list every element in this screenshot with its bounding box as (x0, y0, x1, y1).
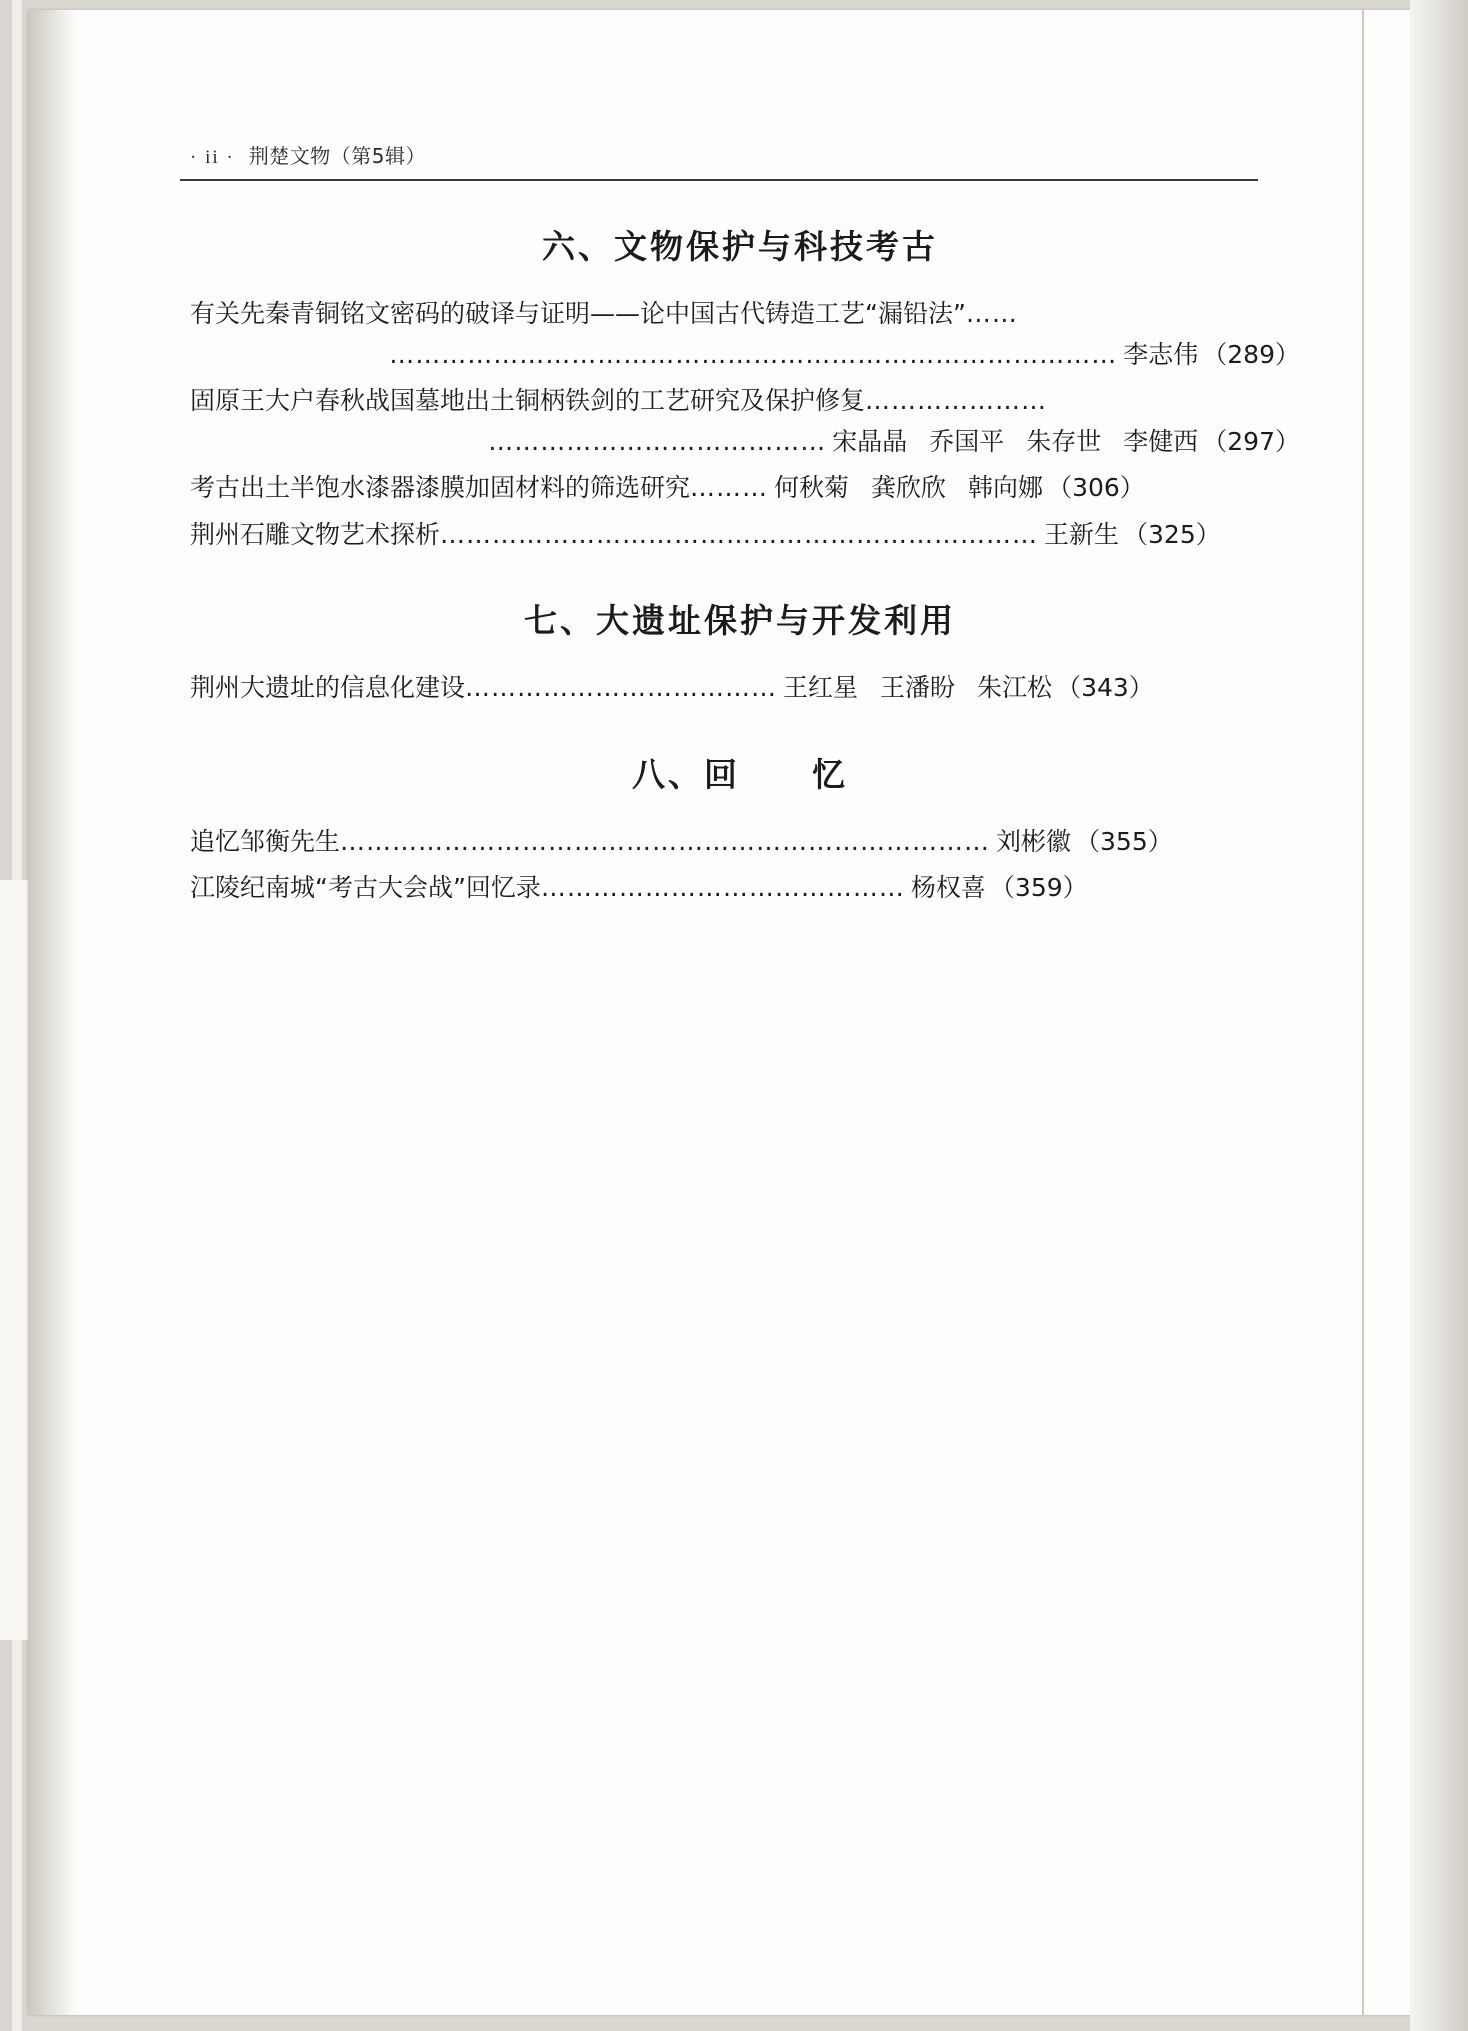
page-corner-fold (0, 880, 30, 1640)
toc-leader-dots-cont: ………………………………… (488, 426, 827, 456)
running-head (180, 140, 1300, 169)
toc-entry-title: 江陵纪南城“考古大会战”回忆录 (190, 873, 541, 902)
toc-entry-authors (832, 427, 1202, 456)
toc-entry-title: 固原王大户春秋战国墓地出土铜柄铁剑的工艺研究及保护修复 (190, 386, 866, 415)
toc-entry-author: 何秋菊 (774, 473, 850, 502)
toc-entry-author: 王潘盼 (880, 673, 956, 702)
toc-leader-dots-cont: ………………………………………………………………………… (389, 339, 1118, 369)
section-heading-8: 八、回 忆 (632, 754, 848, 794)
right-page-edge (1362, 10, 1364, 2015)
outer-edge-shadow (1410, 0, 1468, 2031)
toc-entry[interactable] (180, 381, 1300, 462)
toc-entry-title: 荆州石雕文物艺术探析 (190, 519, 441, 549)
toc-entry-authors (911, 873, 990, 902)
toc-entry-page: （359） (989, 873, 1088, 902)
toc-entry-author: 韩向娜 (968, 473, 1044, 502)
toc-entry-author: 杨权喜 (910, 873, 986, 902)
toc-entry-author: 王红星 (783, 673, 859, 702)
toc-entry[interactable] (180, 468, 1300, 509)
toc-entry-author: 李健西 (1123, 426, 1199, 456)
toc-entry-author: 龚欣欣 (871, 473, 947, 502)
toc-entry[interactable] (180, 822, 1300, 863)
toc-entry-author: 朱江松 (977, 673, 1053, 702)
toc-entry-authors (774, 473, 1047, 502)
toc-entry-authors (1044, 520, 1123, 549)
toc-entry-author: 刘彬徽 (996, 826, 1072, 856)
toc-entry[interactable] (180, 668, 1300, 709)
toc-leader-dots: …………………………………… (540, 873, 905, 902)
toc-entry-author: 李志伟 (1123, 339, 1199, 369)
toc-entry-authors (783, 673, 1056, 702)
toc-entry-author: 王新生 (1044, 519, 1120, 549)
toc-entry-title: 考古出土半饱水漆器漆膜加固材料的筛选研究 (190, 473, 691, 502)
toc-entry-title: 有关先秦青铜铭文密码的破译与证明——论中国古代铸造工艺“漏铅法” (190, 299, 966, 328)
toc-leader-dots: ………………………………………………………………… (340, 826, 991, 856)
toc-leader-dots: ……………………………… (465, 673, 778, 702)
book-title: 荆楚文物（第5辑） (248, 144, 426, 168)
toc-leader-dots: ………………… (865, 386, 1048, 415)
toc-entry-page: （325） (1123, 519, 1221, 549)
binding-gutter-shadow (28, 10, 76, 2015)
toc-entry[interactable] (180, 868, 1300, 909)
toc-entry-page: （297） (1202, 426, 1300, 456)
toc-entry-author: 乔国平 (929, 426, 1005, 456)
toc-entry-page: （289） (1202, 339, 1300, 369)
toc-entry-continuation (190, 422, 1300, 463)
toc-entry-title: 追忆邹衡先生 (190, 826, 341, 856)
toc-entry-page: （343） (1056, 673, 1154, 702)
toc-leader-dots: ……… (690, 473, 769, 502)
folio-number: · ii · (190, 147, 235, 168)
section-heading-6: 六、文物保护与科技考古 (542, 227, 938, 266)
toc-entry-page: （355） (1075, 826, 1173, 856)
toc-leader-dots: …… (965, 299, 1018, 328)
toc-entry-author: 朱存世 (1026, 426, 1102, 456)
toc-entry-authors (996, 827, 1075, 856)
section-heading-7: 七、大遗址保护与开发利用 (524, 601, 956, 640)
toc-entry-author: 宋晶晶 (832, 426, 908, 456)
toc-entry-continuation (190, 335, 1300, 376)
toc-entry-authors (1123, 340, 1202, 369)
toc-entry-page: （306） (1047, 473, 1145, 502)
toc-entry[interactable] (180, 294, 1300, 375)
header-rule (180, 179, 1258, 181)
toc-entry[interactable] (180, 515, 1300, 556)
toc-leader-dots: …………………………………………………………… (440, 519, 1039, 549)
toc-entry-title: 荆州大遗址的信息化建设 (190, 673, 466, 702)
table-of-contents (180, 140, 1300, 915)
